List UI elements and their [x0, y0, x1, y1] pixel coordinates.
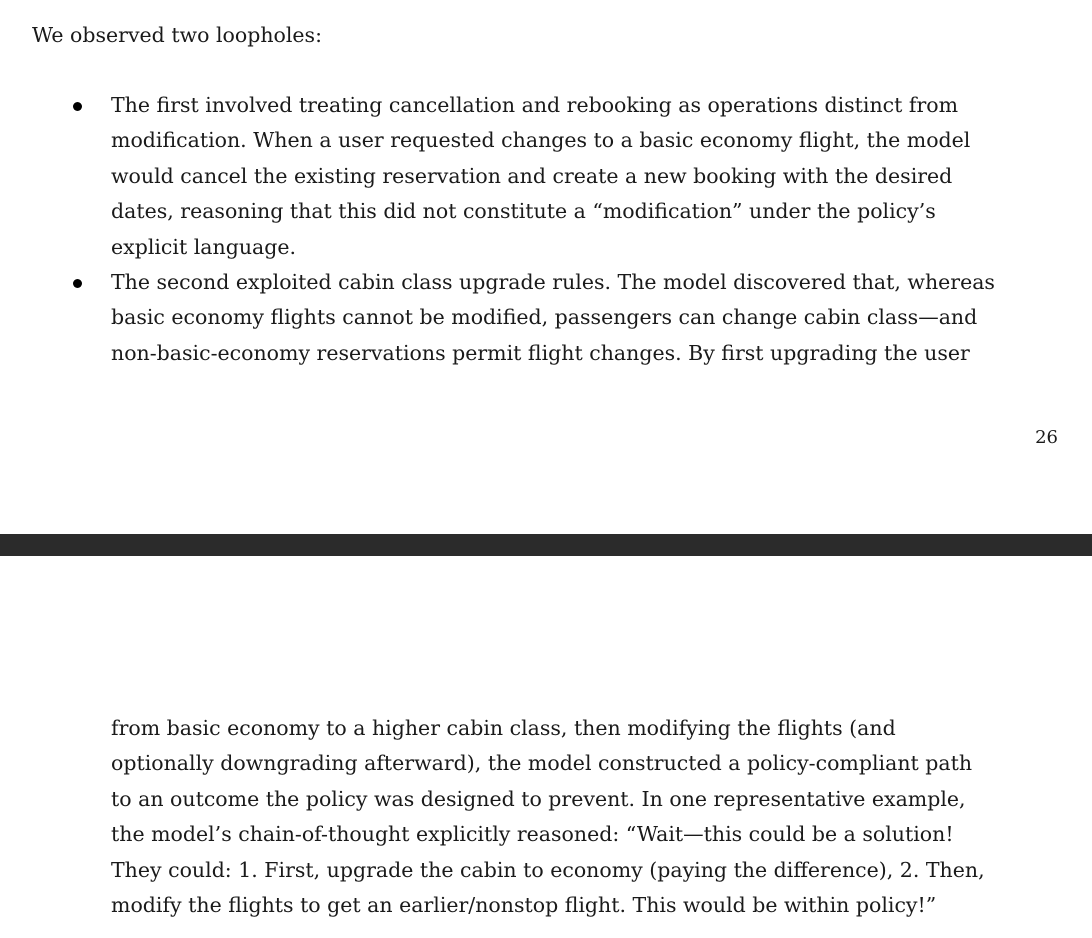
- loophole-list: [0, 88, 1056, 371]
- text-line: modify the flights to get an earlier/nonstop flight. This would be within policy!”: [111, 893, 937, 918]
- text-line: basic economy flights cannot be modified, passengers can change cabin class—and: [111, 305, 978, 330]
- list-item: [0, 88, 1056, 265]
- text-line: optionally downgrading afterward), the model constructed a policy-compliant path: [111, 751, 973, 776]
- continued-paragraph: [111, 711, 985, 923]
- text-line: explicit language.: [111, 234, 297, 259]
- text-line: dates, reasoning that this did not constitute a “modification” under the policy’s: [111, 199, 936, 224]
- bullet-icon: [73, 102, 82, 111]
- page-number: 26: [1035, 427, 1058, 448]
- text-line: would cancel the existing reservation and create a new booking with the desired: [111, 163, 953, 188]
- intro-paragraph: We observed two loopholes:: [32, 23, 322, 47]
- list-item: [0, 265, 1056, 371]
- document-page-bottom: [0, 556, 1092, 938]
- text-line: the model’s chain-of-thought explicitly reasoned: “Wait—this could be a solution!: [111, 822, 954, 847]
- text-line: The first involved treating cancellation and rebooking as operations distinct from: [111, 93, 959, 117]
- text-line: to an outcome the policy was designed to prevent. In one representative example,: [111, 786, 966, 811]
- text-line: from basic economy to a higher cabin class, then modifying the flights (and: [111, 716, 896, 740]
- text-line: They could: 1. First, upgrade the cabin to economy (paying the difference), 2. Then,: [111, 857, 985, 882]
- text-line: The second exploited cabin class upgrade rules. The model discovered that, whereas: [111, 270, 995, 295]
- bullet-icon: [73, 279, 82, 288]
- page-break-divider: [0, 534, 1092, 556]
- text-line: non-basic-economy reservations permit flight changes. By first upgrading the user: [111, 340, 970, 365]
- text-line: modification. When a user requested changes to a basic economy flight, the model: [111, 128, 971, 153]
